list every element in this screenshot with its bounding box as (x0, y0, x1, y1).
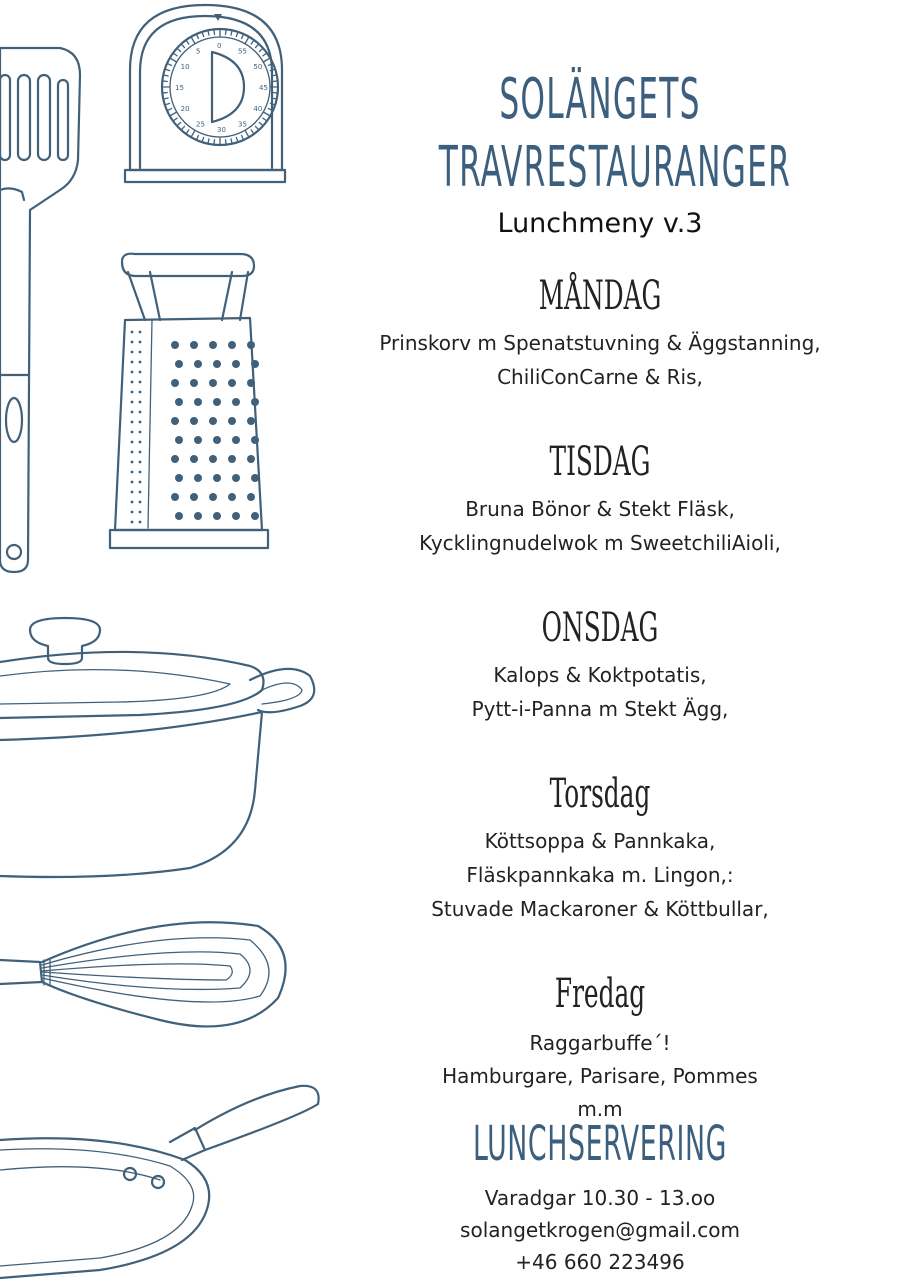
grater-hole (232, 398, 240, 406)
grater-hole (228, 493, 236, 501)
grater-hole (171, 379, 179, 387)
timer-tick (263, 53, 266, 55)
timer-tick (174, 118, 177, 120)
timer-tick (242, 35, 244, 39)
grater-mesh-hole (131, 461, 134, 464)
grater-hole (171, 493, 179, 501)
grater-hole (209, 379, 217, 387)
grater-mesh-hole (139, 441, 142, 444)
timer-tick (182, 45, 185, 48)
grater-hole (175, 398, 183, 406)
grater-hole (171, 455, 179, 463)
dutch-oven-pot-icon (0, 618, 314, 877)
timer-tick (166, 69, 170, 70)
timer-tick (166, 103, 170, 104)
timer-tick (245, 38, 249, 44)
grater-hole (194, 474, 202, 482)
grater-mesh-hole (131, 431, 134, 434)
serving-hours: Varadgar 10.30 - 13.oo (484, 1186, 716, 1210)
grater-mesh-hole (139, 341, 142, 344)
grater-mesh-hole (139, 431, 142, 434)
grater-mesh-hole (131, 351, 134, 354)
grater-hole (209, 417, 217, 425)
timer-tick (272, 98, 276, 99)
grater-hole (213, 398, 221, 406)
timer-dial-number: 35 (238, 120, 247, 129)
day-heading-tuesday: TISDAG (549, 439, 651, 485)
grater-hole (190, 341, 198, 349)
dish-line: Köttsoppa & Pannkaka, (484, 829, 716, 853)
dish-line: Bruna Bönor & Stekt Fläsk, (465, 497, 735, 521)
grater-hole (190, 455, 198, 463)
timer-tick (236, 33, 237, 37)
grater-mesh-hole (139, 521, 142, 524)
grater-hole (247, 417, 255, 425)
timer-tick (231, 31, 232, 35)
timer-dial-number: 25 (196, 120, 205, 129)
timer-tick (208, 139, 209, 143)
grater-mesh-hole (139, 511, 142, 514)
grater-hole (190, 379, 198, 387)
timer-tick (231, 139, 232, 143)
grater-mesh-hole (139, 401, 142, 404)
grater-mesh-hole (131, 451, 134, 454)
grater-hole (209, 455, 217, 463)
grater-hole (251, 474, 259, 482)
grater-hole (251, 512, 259, 520)
grater-hole (194, 398, 202, 406)
timer-tick (263, 59, 269, 63)
grater-hole (247, 493, 255, 501)
grater-mesh-hole (131, 481, 134, 484)
grater-mesh-hole (139, 501, 142, 504)
grater-mesh-hole (131, 391, 134, 394)
timer-tick (186, 130, 188, 133)
timer-tick (171, 59, 177, 63)
dish-line: Kycklingnudelwok m SweetchiliAioli, (419, 531, 781, 555)
whisk-icon (0, 922, 286, 1026)
timer-tick (255, 45, 258, 48)
timer-tick (236, 137, 237, 141)
lunch-serving-heading: LUNCHSERVERING (473, 1116, 727, 1172)
grater-hole (232, 360, 240, 368)
grater-hole (194, 436, 202, 444)
grater-hole (251, 398, 259, 406)
grater-hole (213, 360, 221, 368)
timer-dial-number: 10 (180, 63, 190, 71)
grater-mesh-hole (131, 471, 134, 474)
grater-hole (228, 455, 236, 463)
timer-dial-number: 20 (180, 105, 190, 113)
grater-hole (213, 512, 221, 520)
day-heading-thursday: Torsdag (549, 771, 651, 817)
timer-tick (202, 137, 203, 141)
timer-tick (174, 53, 177, 55)
dish-line: ChiliConCarne & Ris, (497, 365, 703, 389)
grater-hole (247, 379, 255, 387)
grater-mesh-hole (131, 411, 134, 414)
grater-mesh-hole (139, 381, 142, 384)
restaurant-name-line2: TRAVRESTAURANGER (438, 135, 792, 200)
timer-tick (171, 112, 177, 116)
timer-tick (251, 130, 253, 133)
kitchen-timer-icon (125, 5, 285, 182)
grater-hole (190, 493, 198, 501)
dish-line: Kalops & Koktpotatis, (493, 663, 707, 687)
timer-tick (164, 75, 168, 76)
grater-hole (232, 436, 240, 444)
grater-mesh-hole (131, 341, 134, 344)
timer-tick (251, 41, 253, 44)
box-grater-icon (110, 254, 268, 548)
grater-hole (247, 341, 255, 349)
timer-tick (197, 135, 199, 139)
grater-hole (213, 474, 221, 482)
grater-mesh-hole (139, 491, 142, 494)
grater-mesh-hole (139, 421, 142, 424)
grater-hole (251, 436, 259, 444)
timer-dial-number: 5 (196, 47, 201, 56)
timer-tick (178, 122, 181, 125)
dish-line: m.m (577, 1097, 623, 1121)
timer-tick (164, 98, 168, 99)
timer-tick (272, 75, 276, 76)
grater-mesh-hole (131, 421, 134, 424)
timer-dial-number: 45 (259, 84, 268, 92)
timer-tick (192, 130, 196, 136)
grater-mesh-hole (131, 441, 134, 444)
grater-mesh-hole (139, 481, 142, 484)
timer-dial-number: 40 (253, 105, 263, 113)
timer-dial-number: 15 (175, 84, 184, 92)
grater-mesh-hole (139, 371, 142, 374)
timer-tick (259, 49, 262, 52)
grater-mesh-hole (131, 371, 134, 374)
spatula-icon (0, 48, 80, 572)
timer-tick (263, 112, 269, 116)
timer-tick (208, 31, 209, 35)
grater-hole (171, 341, 179, 349)
timer-tick (178, 49, 181, 52)
timer-tick (259, 122, 262, 125)
grater-mesh-hole (131, 331, 134, 334)
grater-mesh-hole (131, 491, 134, 494)
timer-tick (202, 33, 203, 37)
grater-hole (190, 417, 198, 425)
timer-tick (182, 126, 185, 129)
grater-hole (228, 379, 236, 387)
grater-mesh-hole (131, 501, 134, 504)
dish-line: Hamburgare, Parisare, Pommes (442, 1064, 758, 1088)
dish-line: Raggarbuffe´! (529, 1031, 671, 1055)
grater-mesh-hole (131, 381, 134, 384)
grater-hole (175, 512, 183, 520)
grater-mesh-hole (139, 471, 142, 474)
timer-dial-number: 30 (217, 126, 226, 134)
timer-dial-number: 55 (238, 47, 247, 56)
timer-tick (255, 126, 258, 129)
grater-mesh-hole (139, 361, 142, 364)
day-heading-monday: MÅNDAG (538, 273, 662, 319)
restaurant-name-line1: SOLÄNGETS (499, 67, 701, 132)
timer-tick (197, 35, 199, 39)
grater-hole (171, 417, 179, 425)
timer-tick (242, 135, 244, 139)
grater-mesh-hole (139, 451, 142, 454)
dish-line: Pytt-i-Panna m Stekt Ägg, (471, 697, 729, 721)
grater-hole (213, 436, 221, 444)
grater-mesh-hole (139, 411, 142, 414)
frying-pan-icon (0, 1086, 319, 1278)
grater-hole (175, 474, 183, 482)
grater-hole (175, 360, 183, 368)
grater-hole (194, 360, 202, 368)
grater-mesh-hole (131, 361, 134, 364)
grater-hole (175, 436, 183, 444)
grater-mesh-hole (139, 391, 142, 394)
grater-hole (232, 512, 240, 520)
contact-phone: +46 660 223496 (515, 1250, 685, 1274)
contact-email: solangetkrogen@gmail.com (460, 1218, 740, 1242)
grater-mesh-hole (131, 521, 134, 524)
menu-subtitle: Lunchmeny v.3 (497, 208, 703, 239)
grater-mesh-hole (139, 331, 142, 334)
grater-mesh-hole (139, 461, 142, 464)
grater-hole (247, 455, 255, 463)
grater-hole (232, 474, 240, 482)
timer-tick (245, 130, 249, 136)
grater-mesh-hole (139, 351, 142, 354)
grater-mesh-hole (131, 401, 134, 404)
dish-line: Prinskorv m Spenatstuvning & Äggstanning, (379, 331, 821, 355)
grater-mesh-hole (131, 511, 134, 514)
timer-tick (263, 118, 266, 120)
timer-tick (192, 38, 196, 44)
grater-hole (228, 417, 236, 425)
grater-hole (251, 360, 259, 368)
timer-tick (168, 64, 172, 66)
grater-hole (209, 493, 217, 501)
grater-hole (228, 341, 236, 349)
dish-line: Fläskpannkaka m. Lingon,: (466, 863, 734, 887)
dish-line: Stuvade Mackaroner & Köttbullar, (431, 897, 769, 921)
day-heading-friday: Fredag (554, 971, 646, 1017)
timer-tick (168, 109, 172, 111)
timer-tick (186, 41, 188, 44)
timer-dial-number: 50 (253, 63, 263, 71)
timer-dial-number: 0 (217, 42, 222, 50)
grater-hole (194, 512, 202, 520)
day-heading-wednesday: ONSDAG (541, 605, 659, 651)
grater-hole (209, 341, 217, 349)
